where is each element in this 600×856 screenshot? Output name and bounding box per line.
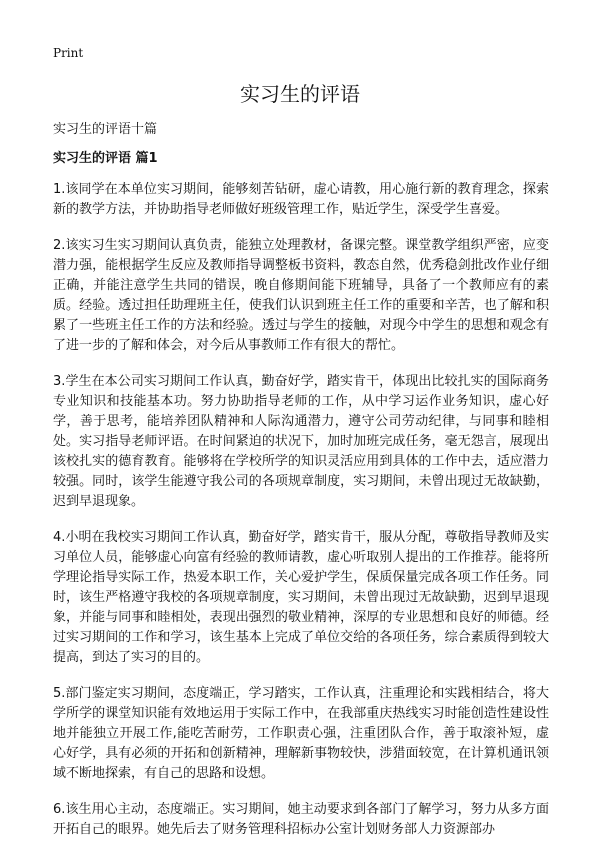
document-subtitle: 实习生的评语十篇 (53, 122, 158, 137)
document-title: 实习生的评语 (240, 82, 360, 106)
document-body (53, 180, 549, 856)
paragraph-6: 6.该生用心主动，态度端正。实习期间，她主动要求到各部门了解学习，努力从多方面开拓自己的眼界。她先后去了财务管理科招标办公室计划财务部人力资源部办 (53, 802, 549, 837)
paragraph-3: 3.学生在本公司实习期间工作认真，勤奋好学，踏实肯干，体现出比较扎实的国际商务专业知识和技能基本功。努力协助指导老师的工作，从中学习运作业务知识，虚心好学，善于思考，能培养团队精神和人际沟通潜力，遵守公司劳动纪律，与同事和睦相处。实习指导老师评语。在时间紧迫的状况下，加时加班完成任务，毫无怨言，展现出该校扎实的德育教育。能够将在学校所学的知识灵活应用到具体的工作中去，适应潜力较强。同时，该学生能遵守我公司的各项规章制度，实习期间，未曾出现过无故缺勤，迟到早退现象。 (53, 374, 549, 509)
paragraph-2: 2.该实习生实习期间认真负责，能独立处理教材，备课完整。课堂教学组织严密，应变潜力强，能根据学生反应及教师指导调整板书资料，教态自然，优秀稳剑批改作业仔细正确，并能注意学生共同的错误，晚自修期间能下班辅导，具备了一个教师应有的素质。经验。透过担任助理班主任，使我们认识到班主任工作的重要和辛苦，也了解和积累了一些班主任工作的方法和经验。透过与学生的接触，对现今中学生的思想和观念有了进一步的了解和体会，对今后从事教师工作有很大的帮忙。 (53, 238, 549, 353)
print-label[interactable]: Print (53, 46, 84, 60)
paragraph-5: 5.部门鉴定实习期间，态度端正，学习踏实，工作认真，注重理论和实践相结合，将大学所学的课堂知识能有效地运用于实际工作中，在我部重庆热线实习时能创造性建设性地并能独立开展工作,能吃苦耐劳，工作职责心强，注重团队合作，善于取滚补短，虚心好学，具有必须的开拓和创新精神，理解新事物较快，涉猎面较宽，在计算机通讯领域不断地探索，有自己的思路和设想。 (53, 686, 549, 781)
paragraph-4: 4.小明在我校实习期间工作认真，勤奋好学，踏实肯干，服从分配，尊敬指导教师及实习单位人员，能够虚心向富有经验的教师请教，虚心听取别人提出的工作推荐。能将所学理论指导实际工作，热爱本职工作，关心爱护学生，保质保量完成各项工作任务。同时，该生严格遵守我校的各项规章制度，实习期间，未曾出现过无故缺勤，迟到早退现象，并能与同事和睦相处，表现出强烈的敬业精神，深厚的专业思想和良好的师德。经过实习期间的工作和学习，该生基本上完成了单位交给的各项任务，综合素质得到较大提高，到达了实习的目的。 (53, 530, 549, 665)
paragraph-1: 1.该同学在本单位实习期间，能够刻苦钻研，虚心请教，用心施行新的教育理念，探索新的教学方法，并协助指导老师做好班级管理工作，贴近学生，深受学生喜爱。 (53, 182, 549, 217)
section-heading: 实习生的评语 篇1 (53, 151, 158, 166)
